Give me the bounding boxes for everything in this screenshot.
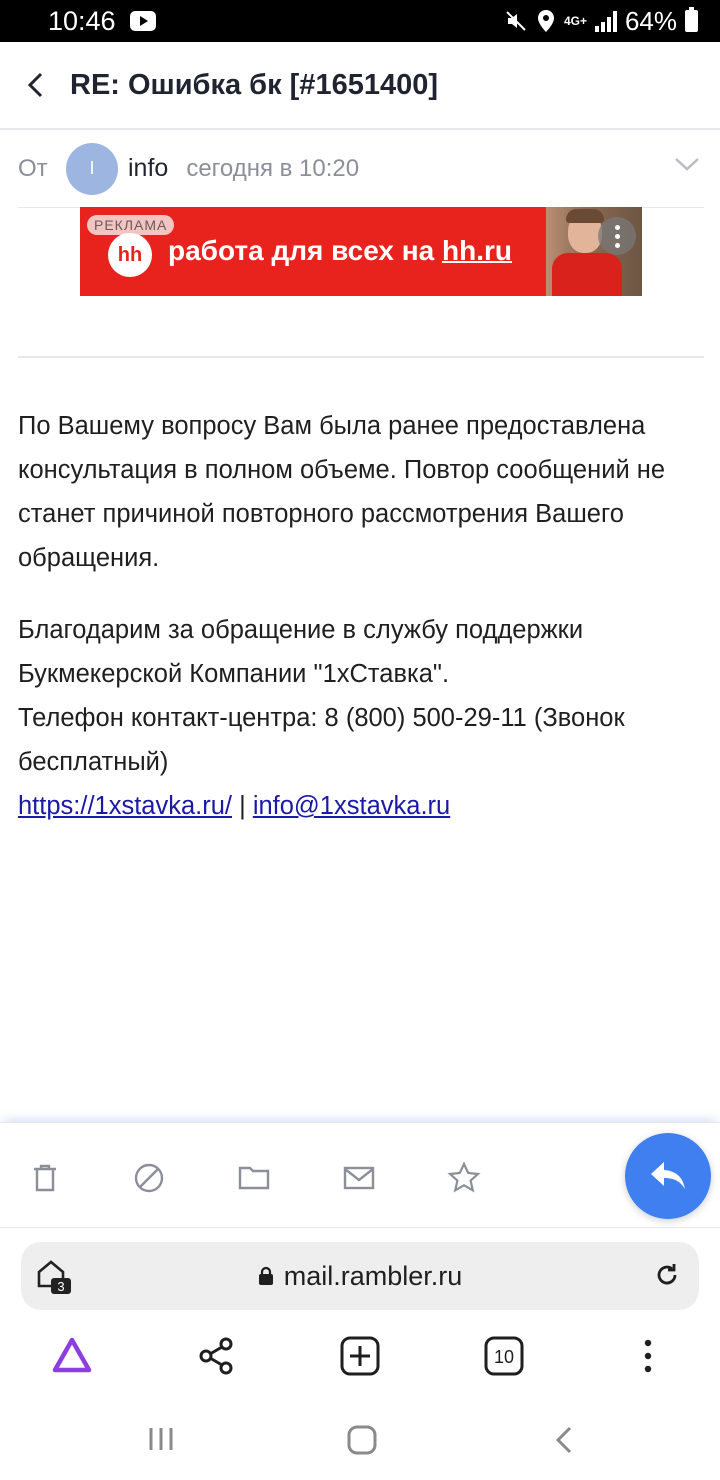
phone-line: Телефон контакт-центра: 8 (800) 500-29-11 (Звонок бесплатный) [18, 704, 625, 776]
tabs-count-button[interactable] [482, 1334, 526, 1378]
url-text: mail.rambler.ru [283, 1260, 463, 1291]
url-bar[interactable] [21, 1242, 699, 1310]
home-icon[interactable] [346, 1424, 378, 1456]
mute-icon [504, 9, 528, 33]
mail-date: сегодня в 10:20 [186, 154, 360, 182]
lock-icon [258, 1266, 274, 1286]
trash-icon[interactable] [28, 1161, 62, 1195]
mail-subject: RE: Ошибка бк [#1651400] [70, 68, 438, 101]
hh-logo: hh [108, 233, 152, 277]
ad-text-prefix: работа для всех на [168, 235, 443, 266]
network-type: 4G+ [563, 14, 587, 28]
browser-toolbar [0, 1320, 720, 1390]
reply-icon [648, 1159, 688, 1193]
ad-text-link: hh.ru [442, 235, 513, 266]
tabs-count: 10 [493, 1347, 515, 1367]
divider [18, 356, 704, 358]
chevron-left-icon [25, 70, 45, 100]
ad-more-button[interactable] [598, 217, 636, 255]
location-icon [536, 9, 556, 33]
email-link[interactable]: info@1xstavka.ru [252, 792, 451, 820]
chevron-down-icon[interactable] [674, 156, 700, 172]
mail-body [18, 404, 708, 828]
sender-name: info [128, 154, 169, 182]
ad-badge: РЕКЛАМА [87, 215, 174, 235]
sender-row[interactable] [18, 130, 704, 208]
recent-apps-icon[interactable] [146, 1424, 176, 1454]
alice-icon[interactable] [50, 1334, 94, 1378]
folder-icon[interactable] [237, 1161, 271, 1195]
tab-switcher-count: 3 [57, 1279, 65, 1294]
links-line [18, 784, 708, 828]
system-nav-bar [0, 1400, 720, 1480]
mail-action-bar [0, 1122, 720, 1228]
back-nav-icon[interactable] [552, 1424, 576, 1456]
more-vert-icon[interactable] [626, 1334, 670, 1378]
thanks-line: Благодарим за обращение в службу поддержки Букмекерской Компании "1хСтавка". [18, 616, 584, 688]
share-icon[interactable] [194, 1334, 238, 1378]
mail-icon[interactable] [342, 1161, 376, 1195]
paragraph: По Вашему вопросу Вам была ранее предоставлена консультация в полном объеме. Повтор сообщений не станет причиной повторного рассмотрения Вашего обращения. [18, 412, 666, 572]
avatar: I [66, 143, 118, 195]
reply-button[interactable] [625, 1133, 711, 1219]
ad-text [168, 235, 512, 267]
spam-icon[interactable] [132, 1161, 166, 1195]
ad-banner[interactable] [80, 207, 642, 296]
signal-icon [595, 10, 617, 32]
battery-percent: 64% [624, 5, 677, 36]
mail-header [0, 42, 720, 130]
reload-icon[interactable] [653, 1261, 681, 1289]
link-separator: | [232, 792, 253, 820]
from-label: От [18, 154, 48, 182]
status-time: 10:46 [48, 5, 116, 36]
signature [18, 608, 708, 828]
status-bar [0, 0, 720, 42]
battery-icon [685, 10, 698, 32]
site-link[interactable]: https://1xstavka.ru/ [18, 792, 233, 820]
youtube-icon [130, 11, 156, 31]
url-text-row [21, 1242, 699, 1310]
star-icon[interactable] [447, 1161, 481, 1195]
back-button[interactable] [0, 41, 70, 129]
new-tab-icon[interactable] [338, 1334, 382, 1378]
